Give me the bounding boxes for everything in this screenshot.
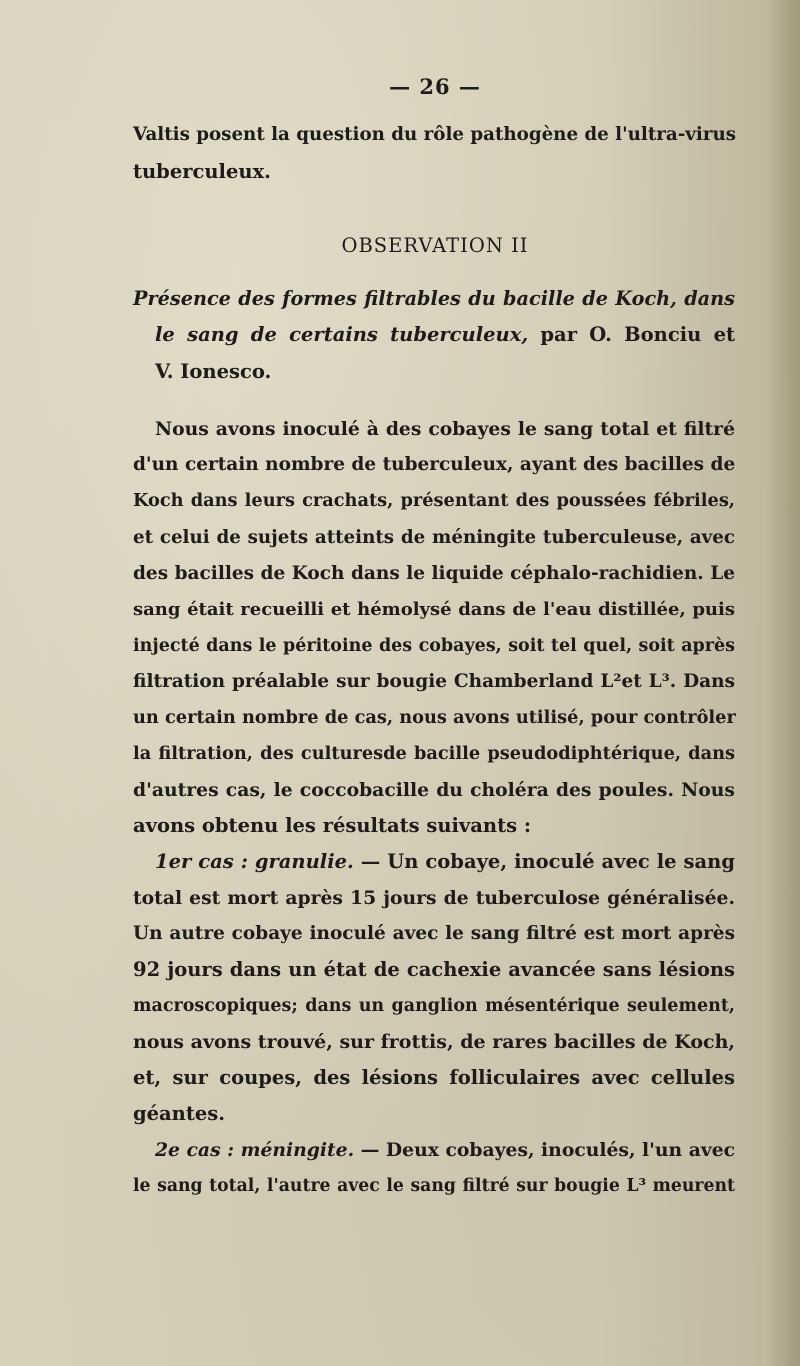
body-line-6: sang était recueilli et hémolysé dans de l'eau distillée, puis: [133, 599, 735, 620]
intro-line-2: tuberculeux.: [133, 160, 271, 183]
title-line-3: V. Ionesco.: [155, 360, 272, 383]
case2-label: 2e cas : méningite.: [155, 1139, 355, 1161]
body-line-7: injecté dans le péritoine des cobayes, soit tel quel, soit après: [133, 636, 735, 656]
body-line-8: filtration préalable sur bougie Chamberland L²et L³. Dans: [133, 671, 735, 692]
case1-line-3: Un autre cobaye inoculé avec le sang filtré est mort après: [133, 923, 735, 944]
body-line-2: d'un certain nombre de tuberculeux, ayant des bacilles de: [133, 454, 736, 475]
case1-line-6: nous avons trouvé, sur frottis, de rares bacilles de Koch,: [133, 1031, 735, 1053]
body-line-4: et celui de sujets atteints de méningite tuberculeuse, avec: [133, 527, 735, 548]
title-line-2-italic: le sang de certains tuberculeux,: [155, 323, 529, 346]
body-line-10: la filtration, des culturesde bacille pseudodiphtérique, dans: [133, 743, 735, 764]
case1-line-4: 92 jours dans un état de cachexie avancée sans lésions: [133, 958, 735, 981]
case1-line-2: total est mort après 15 jours de tuberculose généralisée.: [133, 887, 735, 909]
case2-first-rest: — Deux cobayes, inoculés, l'un avec: [354, 1139, 736, 1161]
body-line-12: avons obtenu les résultats suivants :: [133, 814, 532, 837]
case1-line-8: géantes.: [133, 1102, 226, 1125]
intro-line-1: Valtis posent la question du rôle pathogène de l'ultra-virus: [133, 124, 737, 145]
case1-first-rest: — Un cobaye, inoculé avec le sang: [353, 850, 735, 873]
case2-line-2: le sang total, l'autre avec le sang filtré sur bougie L³ meurent: [133, 1176, 735, 1196]
title-line-1: Présence des formes filtrables du bacille de Koch, dans: [133, 287, 735, 310]
binding-shadow: [766, 0, 800, 1366]
title-line-2-authors: par O. Bonciu et: [528, 323, 735, 346]
body-line-3: Koch dans leurs crachats, présentant des poussées fébriles,: [133, 490, 735, 511]
case1-line-5: macroscopiques; dans un ganglion mésentérique seulement,: [133, 996, 735, 1016]
case1-label: 1er cas : granulie.: [155, 850, 354, 873]
case1-first-line: [155, 850, 735, 874]
body-line-1: Nous avons inoculé à des cobayes le sang total et filtré: [155, 418, 735, 440]
case1-line-7: et, sur coupes, des lésions folliculaires avec cellules: [133, 1066, 735, 1089]
body-line-9: un certain nombre de cas, nous avons utilisé, pour contrôler: [133, 707, 736, 728]
body-line-5: des bacilles de Koch dans le liquide céphalo-rachidien. Le: [133, 563, 735, 584]
body-line-11: d'autres cas, le coccobacille du choléra des poules. Nous: [133, 779, 735, 801]
title-line-2: [155, 323, 735, 347]
case2-first-line: [155, 1138, 735, 1162]
page-number: — 26 —: [389, 74, 481, 99]
section-heading: OBSERVATION II: [341, 234, 529, 257]
